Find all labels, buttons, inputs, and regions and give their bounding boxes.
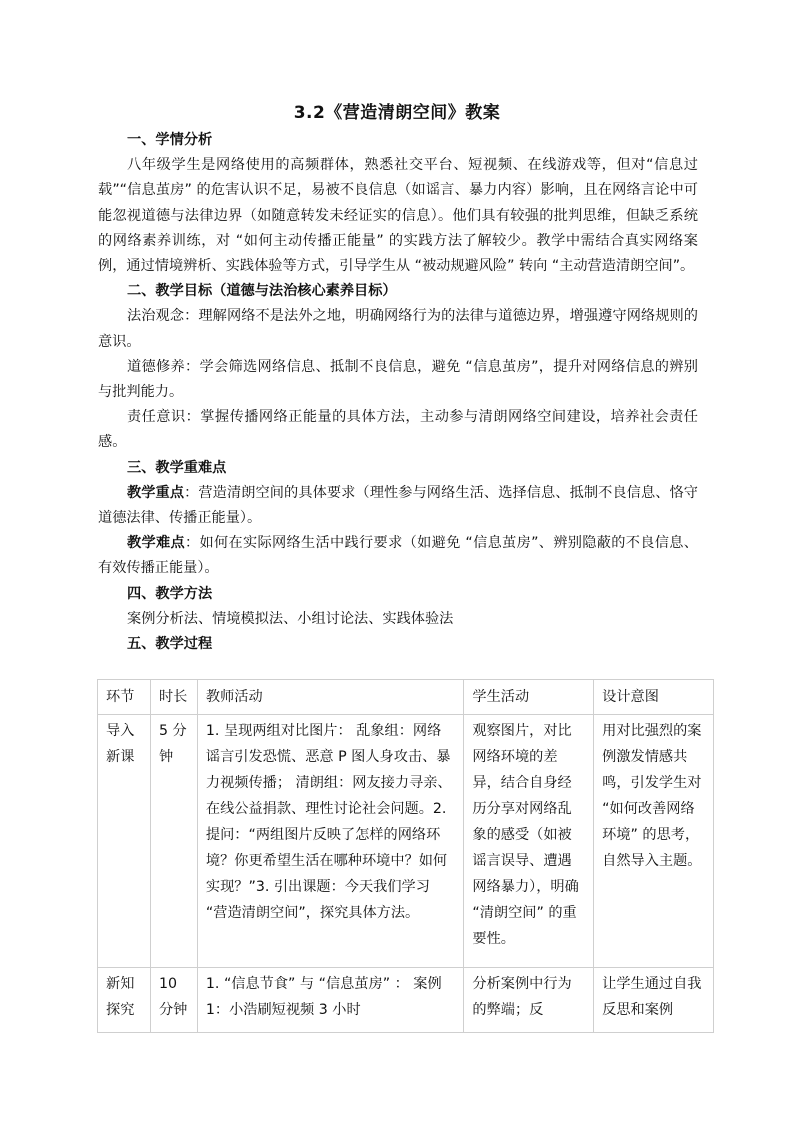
cell-duration: 10 分钟: [150, 968, 197, 1033]
cell-teacher-activity: 1. 呈现两组对比图片： 乱象组：网络谣言引发恐慌、恶意 P 图人身攻击、暴力视频传播； 清朗组：网友接力寻亲、在线公益捐款、理性讨论社会问题。2. 提问：“两组图片反映了怎样的网络环境？你更希望生活在哪种环境中？如何实现？”3. 引出课题：今天我们学习 “营造清朗空间”，探究具体方法。: [197, 715, 463, 968]
analysis-paragraph: 八年级学生是网络使用的高频群体，熟悉社交平台、短视频、在线游戏等，但对“信息过载”“信息茧房” 的危害认识不足，易被不良信息（如谣言、暴力内容）影响，且在网络言论中可能忽视道德与法律边界（如随意转发未经证实的信息）。他们具有较强的批判思维，但缺乏系统的网络素养训练，对 “如何主动传播正能量” 的实践方法了解较少。教学中需结合真实网络案例，通过情境辨析、实践体验等方式，引导学生从 “被动规避风险” 转向 “主动营造清朗空间”。: [98, 157, 698, 275]
cell-student-activity: 分析案例中行为的弊端；反: [464, 968, 594, 1033]
document-body: [98, 128, 698, 657]
cell-stage: 导入新课: [98, 715, 151, 968]
cell-stage: 新知探究: [98, 968, 151, 1033]
key-point-label: 教学重点: [127, 484, 185, 501]
objective-responsibility: 责任意识：掌握传播网络正能量的具体方法，主动参与清朗网络空间建设，培养社会责任感。: [98, 409, 698, 451]
header-student-activity: 学生活动: [464, 680, 594, 715]
section-heading-methods: 四、教学方法: [127, 585, 213, 602]
cell-duration: 5 分钟: [150, 715, 197, 968]
table-header-row: [98, 680, 714, 715]
teaching-process-table: [97, 679, 714, 1033]
table-row: [98, 968, 714, 1033]
table-row: [98, 715, 714, 968]
cell-design-intent: 让学生通过自我反思和案例: [594, 968, 714, 1033]
section-heading-analysis: 一、学情分析: [127, 132, 213, 148]
key-point-text: ：营造清朗空间的具体要求（理性参与网络生活、选择信息、抵制不良信息、恪守道德法律、传播正能量）。: [98, 484, 698, 527]
methods-paragraph: 案例分析法、情境模拟法、小组讨论法、实践体验法: [127, 610, 454, 627]
objective-law: 法治观念：理解网络不是法外之地，明确网络行为的法律与道德边界，增强遵守网络规则的意识。: [98, 308, 698, 350]
cell-design-intent: 用对比强烈的案例激发情感共鸣，引发学生对 “如何改善网络环境” 的思考，自然导入主题。: [594, 715, 714, 968]
document-title: 3.2《营造清朗空间》教案: [293, 103, 501, 123]
cell-student-activity: 观察图片，对比网络环境的差异，结合自身经历分享对网络乱象的感受（如被谣言误导、遭遇网络暴力），明确 “清朗空间” 的重要性。: [464, 715, 594, 968]
section-heading-process: 五、教学过程: [127, 636, 213, 653]
difficulty-label: 教学难点: [127, 535, 186, 552]
objective-morality: 道德修养：学会筛选网络信息、抵制不良信息，避免 “信息茧房”，提升对网络信息的辨别与批判能力。: [98, 358, 698, 401]
section-heading-objectives: 二、教学目标（道德与法治核心素养目标）: [127, 283, 397, 300]
difficulty-paragraph: [98, 531, 698, 581]
key-point-paragraph: [98, 481, 698, 531]
header-teacher-activity: 教师活动: [197, 680, 463, 715]
header-duration: 时长: [150, 680, 197, 715]
header-stage: 环节: [98, 680, 151, 715]
difficulty-text: ：如何在实际网络生活中践行要求（如避免 “信息茧房”、辨别隐蔽的不良信息、有效传播正能量）。: [98, 535, 698, 577]
header-design-intent: 设计意图: [594, 680, 714, 715]
cell-teacher-activity: 1. “信息节食” 与 “信息茧房” ： 案例 1：小浩刷短视频 3 小时: [197, 968, 463, 1033]
section-heading-key-points: 三、教学重难点: [127, 459, 227, 476]
